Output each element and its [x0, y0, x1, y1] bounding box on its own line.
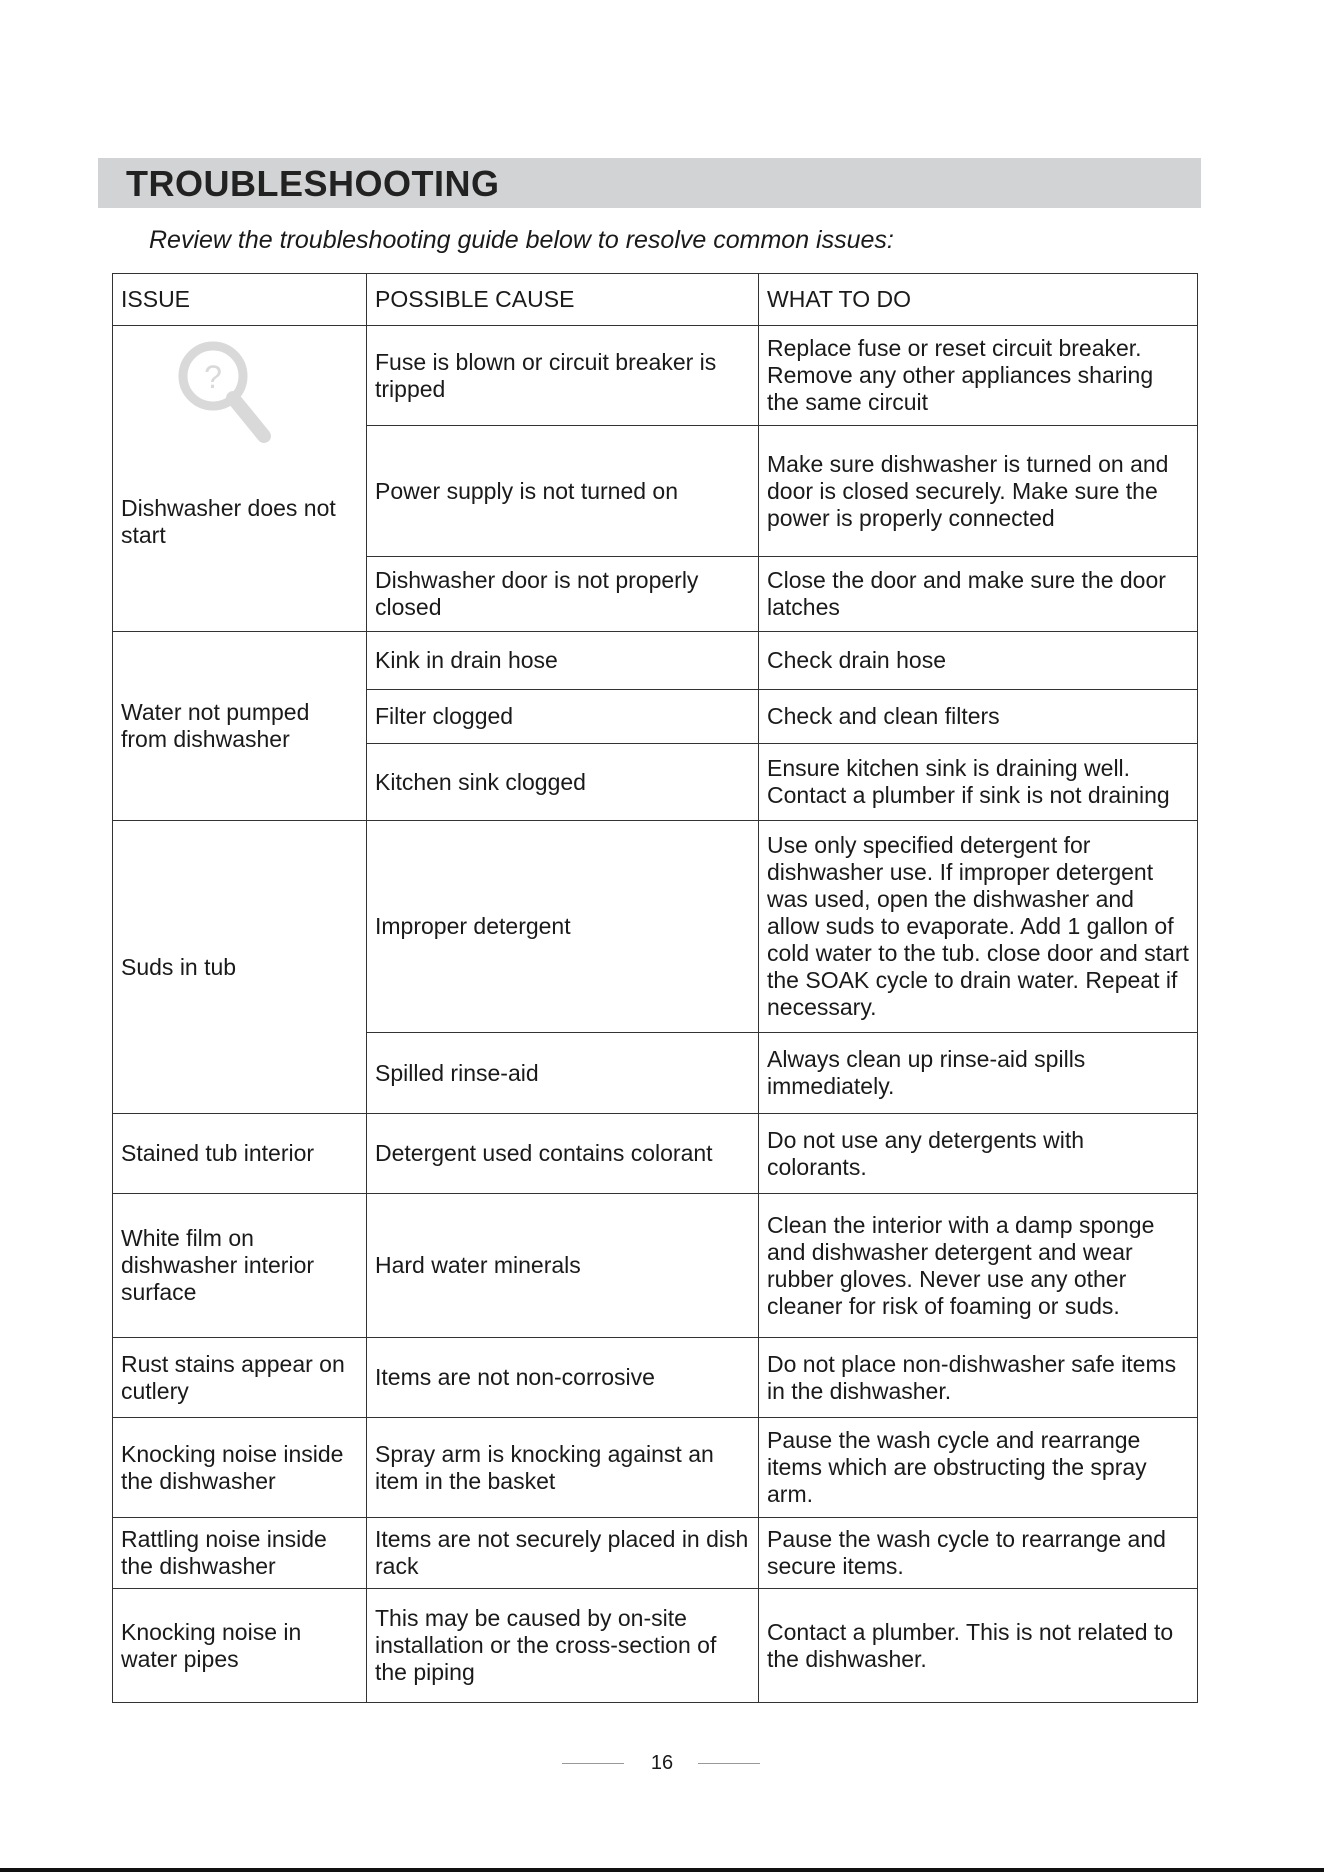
issue-cell: Rust stains appear on cutlery [113, 1338, 367, 1418]
table-row [113, 632, 1198, 690]
table-row [113, 1194, 1198, 1338]
column-header-issue: ISSUE [113, 274, 367, 326]
fix-cell: Use only specified detergent for dishwasher use. If improper detergent was used, open the dishwasher and allow suds to evaporate. Add 1 gallon of cold water to the tub. close door and start the SOAK cycle to drain water. Repeat if necessary. [759, 821, 1198, 1033]
issue-cell: Knocking noise inside the dishwasher [113, 1418, 367, 1518]
fix-cell: Contact a plumber. This is not related to the dishwasher. [759, 1589, 1198, 1703]
fix-cell: Check drain hose [759, 632, 1198, 690]
fix-cell: Clean the interior with a damp sponge and dishwasher detergent and wear rubber gloves. Never use any other cleaner for risk of foaming or suds. [759, 1194, 1198, 1338]
section-header [98, 158, 1201, 208]
table-row [113, 1589, 1198, 1703]
fix-cell: Make sure dishwasher is turned on and door is closed securely. Make sure the power is properly connected [759, 426, 1198, 557]
cause-cell: Fuse is blown or circuit breaker is tripped [367, 326, 759, 426]
issue-cell [113, 326, 367, 632]
fix-cell: Close the door and make sure the door latches [759, 557, 1198, 632]
cause-cell: Improper detergent [367, 821, 759, 1033]
cause-cell: Power supply is not turned on [367, 426, 759, 557]
column-header-fix: WHAT TO DO [759, 274, 1198, 326]
page-number: 16 [650, 1752, 674, 1774]
table-row [113, 326, 1198, 426]
cause-cell: Spilled rinse-aid [367, 1033, 759, 1114]
magnifier-question-icon [171, 338, 281, 448]
fix-cell: Replace fuse or reset circuit breaker. Remove any other appliances sharing the same circuit [759, 326, 1198, 426]
issue-label: Dishwasher does not start [121, 494, 336, 548]
svg-text:?: ? [204, 359, 222, 395]
table-row [113, 1518, 1198, 1589]
issue-cell: Water not pumped from dishwasher [113, 632, 367, 821]
column-header-cause: POSSIBLE CAUSE [367, 274, 759, 326]
fix-cell: Check and clean filters [759, 690, 1198, 744]
issue-cell: Knocking noise in water pipes [113, 1589, 367, 1703]
cause-cell: Spray arm is knocking against an item in the basket [367, 1418, 759, 1518]
cause-cell: Hard water minerals [367, 1194, 759, 1338]
intro-text: Review the troubleshooting guide below to resolve common issues: [149, 226, 894, 254]
table-header-row [113, 274, 1198, 326]
troubleshooting-table [112, 273, 1198, 1703]
footer-divider-right [698, 1763, 760, 1764]
page-title: TROUBLESHOOTING [126, 163, 500, 204]
issue-cell: White film on dishwasher interior surface [113, 1194, 367, 1338]
cause-cell: Items are not non-corrosive [367, 1338, 759, 1418]
fix-cell: Always clean up rinse-aid spills immediately. [759, 1033, 1198, 1114]
bottom-rule [0, 1868, 1324, 1872]
table-row [113, 1114, 1198, 1194]
fix-cell: Pause the wash cycle to rearrange and secure items. [759, 1518, 1198, 1589]
issue-cell: Suds in tub [113, 821, 367, 1114]
cause-cell: This may be caused by on-site installation or the cross-section of the piping [367, 1589, 759, 1703]
cause-cell: Kink in drain hose [367, 632, 759, 690]
fix-cell: Do not use any detergents with colorants. [759, 1114, 1198, 1194]
cause-cell: Kitchen sink clogged [367, 744, 759, 821]
table-row [113, 1418, 1198, 1518]
table-row [113, 821, 1198, 1033]
fix-cell: Do not place non-dishwasher safe items in the dishwasher. [759, 1338, 1198, 1418]
fix-cell: Pause the wash cycle and rearrange items which are obstructing the spray arm. [759, 1418, 1198, 1518]
cause-cell: Filter clogged [367, 690, 759, 744]
issue-cell: Rattling noise inside the dishwasher [113, 1518, 367, 1589]
table-row [113, 1338, 1198, 1418]
cause-cell: Dishwasher door is not properly closed [367, 557, 759, 632]
fix-cell: Ensure kitchen sink is draining well. Contact a plumber if sink is not draining [759, 744, 1198, 821]
cause-cell: Detergent used contains colorant [367, 1114, 759, 1194]
issue-cell: Stained tub interior [113, 1114, 367, 1194]
cause-cell: Items are not securely placed in dish rack [367, 1518, 759, 1589]
